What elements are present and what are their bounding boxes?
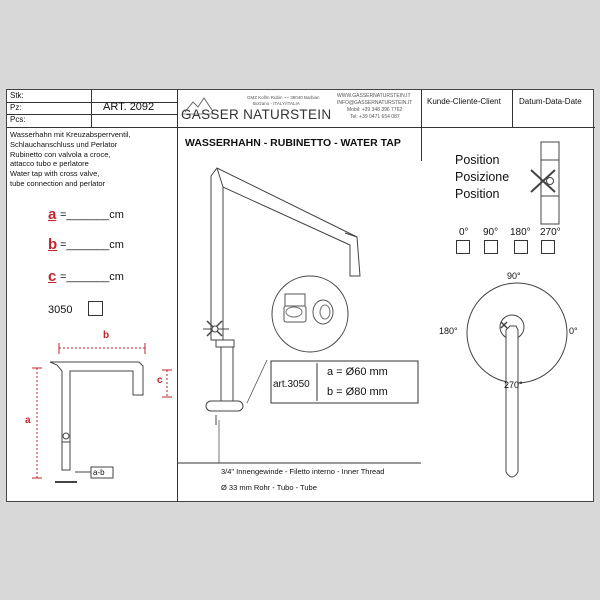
diagram-ab-label: a-b — [93, 468, 105, 477]
mobile-number: Mobil: +39 348 396 7762 — [347, 107, 403, 113]
description-line: Rubinetto con valvola a croce, — [10, 149, 111, 159]
brand-name: GASSER NATURSTEIN — [181, 107, 332, 122]
client-label: Kunde-Cliente-Client — [427, 97, 501, 106]
pcs-label: Pcs: — [10, 115, 26, 124]
description-line: attacco tubo e perlatore — [10, 159, 89, 169]
technical-sheet — [6, 89, 594, 502]
description-line: Water tap with cross valve, — [10, 169, 100, 179]
tube-note: Ø 33 mm Rohr - Tubo - Tube — [221, 483, 317, 492]
thread-note: 3/4" Innengewinde - Filetto interno - Inner Thread — [221, 467, 385, 476]
dim-a-letter: a — [48, 206, 57, 223]
dim-a-field[interactable]: =_______cm — [60, 209, 124, 221]
diagram-c-label: c — [157, 375, 163, 386]
article-number: ART. 2092 — [103, 101, 155, 113]
address-line: Bolzano - ITALY/ITALIA — [253, 101, 300, 106]
dim-b-letter: b — [48, 236, 58, 253]
option-0-label: 0° — [459, 227, 469, 238]
option-180-label: 180° — [510, 227, 531, 238]
email: INFO@GASSERNATURSTEIN.IT — [337, 100, 413, 106]
rotation-90-label: 90° — [507, 271, 521, 281]
diagram-b-label: b — [103, 330, 110, 341]
position-label-en: Position — [455, 187, 500, 201]
website: WWW.GASSERNATURSTEIN.IT — [337, 93, 411, 99]
address-line: GMZ Kollm Rubin ~~ 39040 Barbian — [247, 95, 320, 100]
date-label: Datum-Data-Date — [519, 97, 582, 106]
spec-b: b = Ø80 mm — [327, 386, 388, 398]
spec-article: art.3050 — [273, 379, 310, 390]
dim-c-letter: c — [48, 268, 57, 285]
description-line: tube connection and perlator — [10, 178, 106, 188]
spec-a: a = Ø60 mm — [327, 366, 388, 378]
position-270-checkbox[interactable] — [541, 240, 555, 254]
position-label-de: Position — [455, 153, 500, 167]
description-line: Schlauchanschluss und Perlator — [10, 139, 118, 149]
position-90-checkbox[interactable] — [484, 240, 498, 254]
option-90-label: 90° — [483, 227, 499, 238]
dim-b-field[interactable]: =_______cm — [60, 239, 124, 251]
position-drawing — [7, 90, 595, 503]
rotation-180-label: 180° — [439, 326, 458, 336]
phone-number: Tel: +39 0471 654 087 — [350, 114, 400, 120]
dim-c-field[interactable]: =_______cm — [60, 271, 124, 283]
diagram-a-label: a — [25, 415, 31, 426]
description-line: Wasserhahn mit Kreuzabsperrventil, — [10, 130, 131, 139]
rotation-270-label: 270° — [504, 380, 523, 390]
model-code: 3050 — [48, 304, 73, 316]
rotation-0-label: 0° — [569, 326, 578, 336]
stk-label: Stk: — [10, 91, 24, 100]
position-0-checkbox[interactable] — [456, 240, 470, 254]
option-270-label: 270° — [540, 227, 561, 238]
product-title: WASSERHAHN - RUBINETTO - WATER TAP — [185, 137, 401, 149]
position-180-checkbox[interactable] — [514, 240, 528, 254]
position-label-it: Posizione — [455, 170, 510, 184]
pz-label: Pz: — [10, 103, 22, 112]
